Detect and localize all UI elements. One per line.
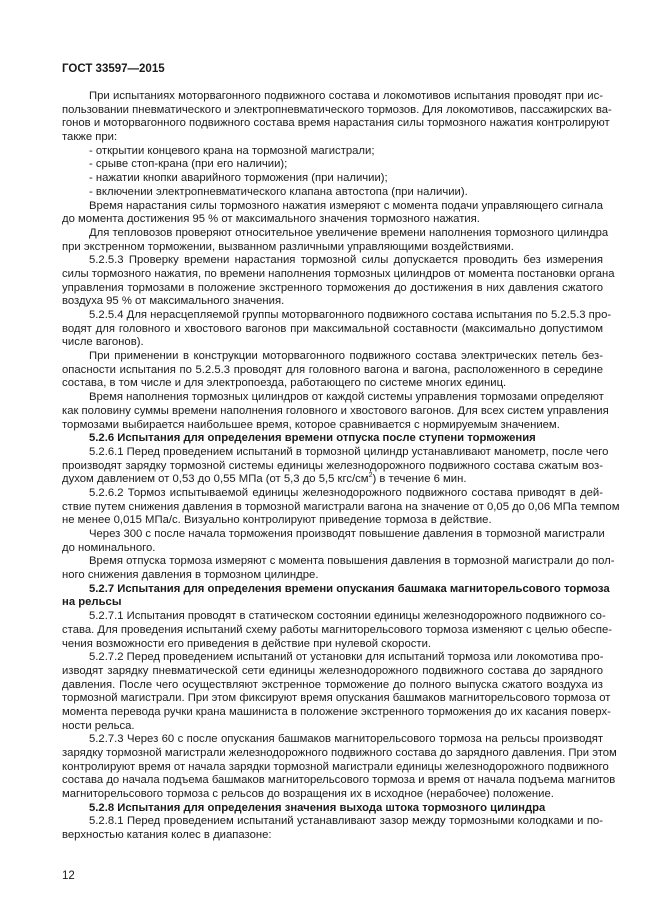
text-line: 5.2.8.1 Перед проведением испытаний устанавливают зазор между тормозными колодками и по- <box>89 815 603 828</box>
text-line: тормозами выбирается наибольшее время, которое сравнивается с нормируемым значением. <box>62 418 560 431</box>
text-line: верхностью катания колес в диапазоне: <box>62 829 272 842</box>
text-line: давления. После чего осуществляют экстренное торможение до полного выпуска сжатого воздуха из <box>62 678 603 691</box>
text-line: не менее 0,015 МПа/с. Визуально контролируют приведение тормоза в действие. <box>62 514 492 527</box>
text-line: 5.2.6 Испытания для определения времени отпуска после ступени торможения <box>89 432 536 445</box>
text-line: чения возможности его приведения в действие при нулевой скорости. <box>62 637 432 650</box>
text-line: 5.2.6.2 Тормоз испытываемой единицы железнодорожного подвижного состава приводят в дей- <box>89 486 603 499</box>
paragraph <box>62 172 603 186</box>
text-line: Для тепловозов проверяют относительное увеличение времени наполнения тормозного цилиндра <box>89 226 609 239</box>
text-line: производят зарядку тормозной системы единицы железнодорожного подвижного состава сжатым воз- <box>62 459 603 472</box>
paragraph <box>62 226 609 254</box>
text-line: тормозной магистрали. При этом фиксируют время опускания башмаков магниторельсового тормоза от <box>62 692 611 705</box>
paragraph <box>62 145 603 159</box>
section-heading <box>62 432 603 446</box>
text-line: 5.2.7.3 Через 60 с после опускания башмаков магниторельсового тормоза на рельсы производят <box>89 733 603 746</box>
paragraph <box>62 254 615 309</box>
paragraph <box>62 528 603 555</box>
text-line: воздуха 95 % от максимального значения. <box>62 295 285 308</box>
text-line: состава, в том числе и для электропоезда, работающего по системе многих единиц. <box>62 377 507 390</box>
text-line: ности рельса. <box>62 719 135 732</box>
paragraph <box>62 391 609 432</box>
paragraph <box>62 555 615 582</box>
text-line: магниторельсового тормоза с рельсов до возращения их в исходное (нерабочее) положение. <box>62 788 554 801</box>
text-line: до момента достижения 95 % от максимального значения тормозного нажатия. <box>62 213 480 226</box>
text-line: - срыве стоп-крана (при его наличии); <box>89 158 288 171</box>
document-header: ГОСТ 33597—2015 <box>62 63 165 75</box>
text-line: Время наполнения тормозных цилиндров от каждой системы управления тормозами определяют <box>89 391 604 404</box>
text-line: при экстренном торможении, вызванном различными управляющими воздействиями. <box>62 240 514 253</box>
text-line: става. Для проведения испытаний схему работы магниторельсового тормоза изменяют с целью обеспе- <box>62 623 612 636</box>
text-line: - открытии концевого крана на тормозной магистрали; <box>89 144 375 157</box>
page-number: 12 <box>62 870 75 882</box>
text-line: также при: <box>62 131 118 144</box>
paragraph <box>62 445 609 487</box>
text-line: водят для головного и хвостового вагонов при максимальной составности (максимально допустимом <box>62 322 603 335</box>
paragraph <box>62 610 612 651</box>
text-line: управления тормозами в положение экстренного торможения до достижения в них давления сжатого <box>62 281 603 294</box>
paragraph <box>62 186 603 200</box>
paragraph <box>62 309 612 350</box>
text-line: ствие путем снижения давления в тормозной магистрали вагона на значение от 0,05 до 0,06 МПа темпом <box>62 500 620 513</box>
text-line: духом давлением от 0,53 до 0,55 МПа (от 5,3 до 5,5 кгс/$см^2$) в течение 6 мин. <box>62 472 467 486</box>
text-line: числе вагонов). <box>62 336 144 349</box>
text-line: - включении электропневматического клапана автостопа (при наличии). <box>89 185 468 198</box>
text-line: Время нарастания силы тормозного нажатия измеряют с момента подачи управляющего сигнала <box>89 199 603 212</box>
text-line: как половину суммы времени наполнения головного и хвостового вагонов. Для всех систем управления <box>62 404 609 417</box>
text-line: опасности испытания по 5.2.5.3 проводят для головного вагона и вагона, расположенного в середине <box>62 363 603 376</box>
text-line: контролируют время от начала зарядки тормозной магистрали единицы железнодорожного подвижного <box>62 760 609 773</box>
text-line: 5.2.5.3 Проверку времени нарастания тормозной силы допускается проводить без измерения <box>89 254 603 267</box>
text-line: 5.2.6.1 Перед проведением испытаний в тормозной цилиндр устанавливают манометр, после чего <box>89 445 609 458</box>
text-line: 5.2.5.4 Для нерасцепляемой группы моторвагонного подвижного состава испытания по 5.2.5.3 про- <box>89 309 612 321</box>
text-line: зарядку тормозной магистрали железнодорожного подвижного состава до зарядного давления. При этом <box>62 747 617 759</box>
text-line: силы тормозного нажатия, по времени наполнения тормозных цилиндров от момента постановки органа <box>62 267 615 280</box>
text-line: Через 300 с после начала торможения производят повышение давления в тормозной магистрали <box>89 528 605 540</box>
paragraph <box>62 158 603 172</box>
text-line: 5.2.7.2 Перед проведением испытаний от установки для испытаний тормоза или локомотива про- <box>89 651 604 664</box>
paragraph <box>62 733 617 801</box>
text-line: 5.2.7 Испытания для определения времени опускания башмака магниторельсового тормоза <box>89 582 610 595</box>
text-line: гонов и моторвагонного подвижного состава время нарастания силы тормозного нажатия контролируют <box>62 117 610 130</box>
text-line: пользовании пневматического и электропневматического тормозов. Для локомотивов, пассажирских ва- <box>62 103 612 116</box>
document-body <box>62 90 620 843</box>
text-line: состава до начала подъема башмаков магниторельсового тормоза и время от начала подъема магнитов <box>62 774 616 787</box>
text-line: 5.2.7.1 Испытания проводят в статическом состоянии единицы железнодорожного подвижного со- <box>89 610 606 623</box>
text-line: - нажатии кнопки аварийного торможения (при наличии); <box>89 172 388 185</box>
text-line: ного снижения давления в тормозном цилиндре. <box>62 569 319 582</box>
text-line: на рельсы <box>62 596 122 609</box>
paragraph <box>62 200 603 227</box>
paragraph <box>62 486 620 528</box>
text-line: При испытаниях моторвагонного подвижного состава и локомотивов испытания проводят при ис- <box>89 90 603 102</box>
section-heading <box>62 582 610 610</box>
text-line: до номинального. <box>62 541 156 554</box>
paragraph <box>62 90 612 145</box>
text-line: момента перевода ручки крана машиниста в положение экстренного торможения до их касания поверх- <box>62 705 611 718</box>
text-line: 5.2.8 Испытания для определения значения выхода штока тормозного цилиндра <box>89 801 546 814</box>
text-line: При применении в конструкции моторвагонного подвижного состава электрических петель без- <box>89 350 603 363</box>
paragraph <box>62 815 603 842</box>
text-line: изводят зарядку пневматической сети единицы железнодорожного подвижного состава до зарядного <box>62 664 603 677</box>
text-line: Время отпуска тормоза измеряют с момента повышения давления в тормозной магистрали до пол- <box>89 555 615 568</box>
section-heading <box>62 802 603 816</box>
paragraph <box>62 350 603 391</box>
paragraph <box>62 651 611 733</box>
